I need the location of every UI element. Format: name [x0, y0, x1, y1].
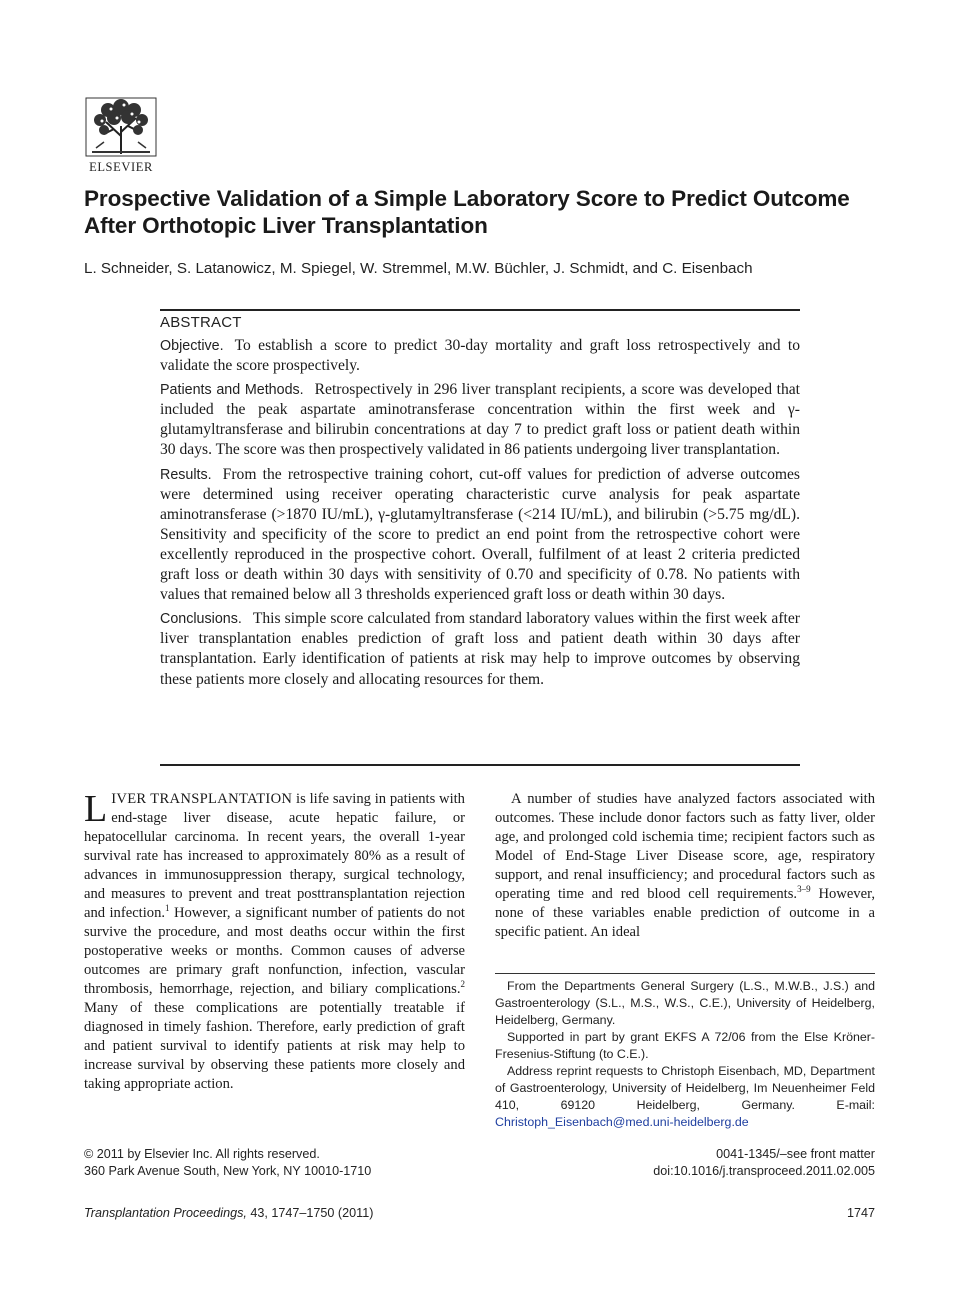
footnote-address-text: Address reprint requests to Christoph Eisenbach, MD, Department of Gastroenterology, University of Heidelberg, Im Neuenheimer Feld 410, 69120 Heidelberg, Germany. E-mail: — [495, 1064, 875, 1112]
publisher-address: 360 Park Avenue South, New York, NY 10010-1710 — [84, 1164, 372, 1178]
body-text: However, none of these variables enable prediction of outcome in a specific patient. An ideal — [495, 886, 875, 940]
abstract-results — [160, 465, 800, 606]
body-column-right — [495, 790, 875, 942]
doi-line[interactable]: doi:10.1016/j.transproceed.2011.02.005 — [653, 1164, 875, 1178]
drop-cap: L — [84, 788, 108, 830]
abstract-conclusions — [160, 609, 800, 689]
article-title: Prospective Validation of a Simple Laboratory Score to Predict Outcome After Orthotopic Liver Transplantation — [84, 186, 850, 238]
footnote-affiliation: From the Departments General Surgery (L.S., M.W.B., J.S.) and Gastroenterology (S.L., M.S., W.S., C.E.), University of Heidelberg, Heidelberg, Germany. — [495, 979, 875, 1027]
body-text: A number of studies have analyzed factors associated with outcomes. These include donor factors such as fatty liver, older age, and prolonged cold ischemia time; recipient factors such as Model of End-Stage Liver Disease score, age, respiratory support, and renal insufficiency; and procedural factors such as operating time and red blood cell requirements. — [495, 791, 875, 902]
footnote-support: Supported in part by grant EKFS A 72/06 from the Else Kröner-Fresenius-Stiftung (to C.E.). — [495, 1030, 875, 1061]
abstract-heading: ABSTRACT — [160, 314, 242, 331]
abstract-methods — [160, 380, 800, 460]
abstract-text: This simple score calculated from standard laboratory values within the first week after liver transplantation enables prediction of graft loss and patient death within 30 days after transplantation. Early identification of patients at risk may help to improve outcomes by observing these patients more closely and allocating resources for them. — [160, 610, 800, 688]
footnote-rule — [495, 973, 875, 974]
page-number: 1747 — [846, 1206, 875, 1220]
body-text: Many of these complications are potentially treatable if diagnosed in timely fashion. Therefore, early prediction of graft and patient survival to identify patients at risk may help to increase survival by observing these patients more closely and taking appropriate action. — [84, 1000, 465, 1092]
copyright-block — [84, 1146, 484, 1180]
citation-ref[interactable]: 2 — [460, 979, 465, 990]
issn-line: 0041-1345/–see front matter — [716, 1147, 875, 1161]
abstract-label: Patients and Methods. — [160, 382, 304, 399]
citation-ref[interactable]: 3–9 — [797, 884, 811, 895]
abstract-text: Retrospectively in 296 liver transplant recipients, a score was developed that included the peak aspartate aminotransferase concentration within the first week and γ-glutamyltransferase and bilirubin concentrations at day 7 to predict graft loss or patient death within 30 days. The score was then prospectively validated in 86 patients undergoing liver transplantation. — [160, 381, 800, 459]
abstract-text: From the retrospective training cohort, cut-off values for prediction of adverse outcomes were determined using receiver operating characteristic curve analysis for peak aspartate aminotransferase (>1870 IU/mL), γ-glutamyltransferase (<214 IU/mL), and bilirubin (>5.75 mg/dL). Sensitivity and specificity of the score to predict an end point from the retrospective cohort were excellently reproduced in the prospective cohort. Overall, fulfilment of at least 2 criteria predicted graft loss or death within 30 days with sensitivity of 0.70 and specificity of 0.78. No patients with values that remained below all 3 thresholds experienced graft loss or death within 30 days. — [160, 465, 800, 604]
abstract-top-rule — [160, 309, 800, 311]
elsevier-tree-icon — [84, 96, 158, 158]
journal-volume-pages: 43, 1747–1750 (2011) — [246, 1206, 374, 1220]
abstract-label: Results. — [160, 466, 212, 483]
doi-block — [480, 1146, 875, 1180]
body-text: However, a significant number of patients do not survive the procedure, and most deaths occur within the first postoperative weeks or months. Common causes of adverse outcomes are primary graft nonfunction, infection, vascular thrombosis, hemorrhage, rejection, and biliary complications. — [84, 905, 465, 997]
author-list: L. Schneider, S. Latanowicz, M. Spiegel, W. Stremmel, M.W. Büchler, J. Schmidt, and C. Eisenbach — [84, 260, 753, 277]
abstract-label: Objective. — [160, 338, 224, 354]
abstract-label: Conclusions. — [160, 611, 242, 628]
body-column-left — [84, 790, 465, 1094]
body-text: is life saving in patients with end-stage liver disease, acute hepatic failure, or hepatocellular carcinoma. In recent years, the overall 1-year survival rate has increased to approximately 80% as a result of advances in immunosuppression therapy, surgical technology, and measures to prevent and treat posttransplantation rejection and infection. — [84, 791, 465, 921]
abstract — [160, 314, 800, 694]
opening-caps: IVER TRANSPLANTATION — [111, 791, 293, 807]
abstract-objective — [160, 336, 800, 376]
publisher-logo — [84, 96, 158, 178]
footnote-address — [495, 1063, 875, 1131]
citation-ref[interactable]: 1 — [165, 903, 170, 914]
abstract-text: To establish a score to predict 30-day mortality and graft loss retrospectively and to validate the score prospectively. — [160, 337, 800, 375]
elsevier-wordmark: ELSEVIER — [89, 160, 153, 174]
footnote — [495, 978, 875, 1131]
journal-citation — [84, 1205, 584, 1222]
abstract-bottom-rule — [160, 764, 800, 766]
journal-name: Transplantation Proceedings, — [84, 1206, 247, 1220]
copyright-line: © 2011 by Elsevier Inc. All rights reserved. — [84, 1147, 320, 1161]
email-link[interactable]: Christoph_Eisenbach@med.uni-heidelberg.de — [495, 1115, 749, 1129]
